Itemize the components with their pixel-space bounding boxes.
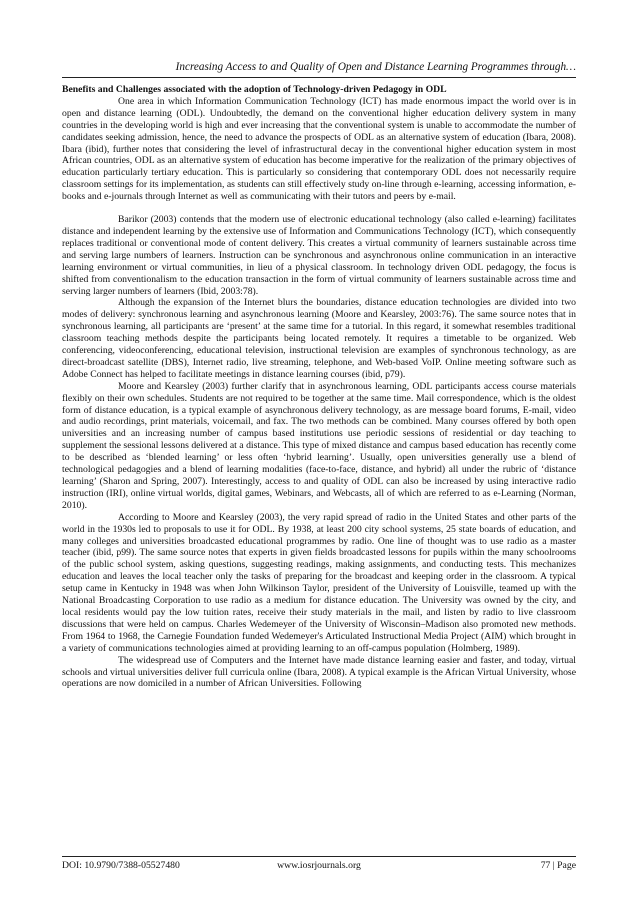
article-body [62,84,576,690]
paragraph: The widespread use of Computers and the Internet have made distance learning easier and faster, and today, virtual schools and virtual universities deliver full curricula online (Ibara, 2008). A typical example is the African Virtual University, whose operations are now domiciled in a number of African Universities. Following [62,654,576,690]
page-number: 77 | Page [540,860,576,871]
footer-rule [62,856,576,857]
paragraph: Moore and Kearsley (2003) further clarify that in asynchronous learning, ODL participants access course materials flexibly on their own schedules. Students are not required to be together at the same time. Mail correspondence, which is the oldest form of distance education, is a typical example of asynchronous delivery technology, as are message board forums, E-mail, video and audio recordings, print materials, voicemail, and fax. The two methods can be combined. Many courses offered by both open universities and an increasing number of campus based institutions use periodic sessions of residential or day teaching to supplement the sessional lessons delivered at a distance. This type of mixed distance and campus based education has recently come to be described as ‘blended learning’ or less often ‘hybrid learning’. Usually, open universities generally use a blend of technological pedagogies and a blend of learning modalities (face-to-face, distance, and hybrid) all under the rubric of ‘distance learning’ (Sharon and Spring, 2007). Interestingly, access to and quality of ODL can also be increased by using interactive radio instruction (IRI), online virtual worlds, digital games, Webinars, and Webcasts, all of which are referred to as e-Learning (Norman, 2010). [62,380,576,511]
paragraph: According to Moore and Kearsley (2003), the very rapid spread of radio in the United States and other parts of the world in the 1930s led to proposals to use it for ODL. By 1938, at least 200 city school systems, 25 state boards of education, and many colleges and universities broadcasted educational programmes by radio. One line of thought was to use radio as a master teacher (ibid, p99). The same source notes that experts in given fields broadcasted lessons for pupils within the many schoolrooms of the public school system, asking questions, suggesting readings, making assignments, and conducting tests. This mechanizes education and leaves the local teacher only the tasks of preparing for the broadcast and keeping order in the classroom. A typical setup came in Kentucky in 1948 was when John Wilkinson Taylor, president of the University of Louisville, teamed up with the National Broadcasting Corporation to use radio as a medium for distance education. The University was owned by the city, and local residents would pay the low tuition rates, receive their study materials in the mail, and listen by radio to live classroom discussions that were held on campus. Charles Wedemeyer of the University of Wisconsin–Madison also promoted new methods. From 1964 to 1968, the Carnegie Foundation funded Wedemeyer's Articulated Instructional Media Project (AIM) which brought in a variety of communications technologies aimed at providing learning to an off-campus population (Holmberg, 1989). [62,511,576,654]
running-header: Increasing Access to and Quality of Open and Distance Learning Programmes through… [175,61,576,73]
section-heading: Benefits and Challenges associated with the adoption of Technology-driven Pedagogy in ODL [62,84,447,95]
header-rule [62,77,576,78]
paragraph: One area in which Information Communication Technology (ICT) has made enormous impact the world over is in open and distance learning (ODL). Undoubtedly, the demand on the conventional higher education delivery system in many countries in the developing world is high and ever increasing that the conventional system is unable to accommodate the number of candidates seeking admission, hence, the need to advance the prospects of ODL as an alternative system of education (Ibara, 2008). Ibara (ibid), further notes that considering the level of infrastructural decay in the conventional higher education system in most African countries, ODL as an alternative system of education has become imperative for the realization of the primary objectives of education particularly tertiary education. This is particularly so considering that contemporary ODL does not necessarily require classroom settings for its implementation, as students can still effectively study on-line through e-learning, accessing information, e-books and e-journals through Internet as well as communicating with their tutors and peers by e-mail. [62,95,576,203]
paragraph: Although the expansion of the Internet blurs the boundaries, distance education technologies are divided into two modes of delivery: synchronous learning and asynchronous learning (Moore and Kearsley, 2003:76). The same source notes that in synchronous learning, all participants are ‘present’ at the same time for a tutorial. In this regard, it somewhat resembles traditional classroom teaching methods despite the participants being located remotely. It requires a timetable to be organized. Web conferencing, videoconferencing, educational television, instructional television are examples of synchronous technology, as are direct-broadcast satellite (DBS), Internet radio, live streaming, telephone, and Web-based VoIP. Online meeting software such as Adobe Connect has helped to facilitate meetings in distance learning courses (ibid, p79). [62,297,576,380]
journal-website: www.iosrjournals.org [277,860,361,871]
paragraph: Barikor (2003) contends that the modern use of electronic educational technology (also called e-learning) facilitates distance and independent learning by the extensive use of Information and Communications Technology (ICT), which consequently replaces traditional or conventional mode of content delivery. This creates a virtual community of learners sustainable across time and serving large numbers of learners. Instruction can be synchronous and asynchronous online communication in an interactive learning environment or virtual communities, in lieu of a physical classroom. In technology driven ODL pedagogy, the focus is shifted from conventionalism to the education transaction in the form of virtual community of learners sustainable across time and serving larger numbers of learners (Ibid, 2003:78). [62,214,576,297]
doi-label: DOI: 10.9790/7388-05527480 [62,860,180,871]
